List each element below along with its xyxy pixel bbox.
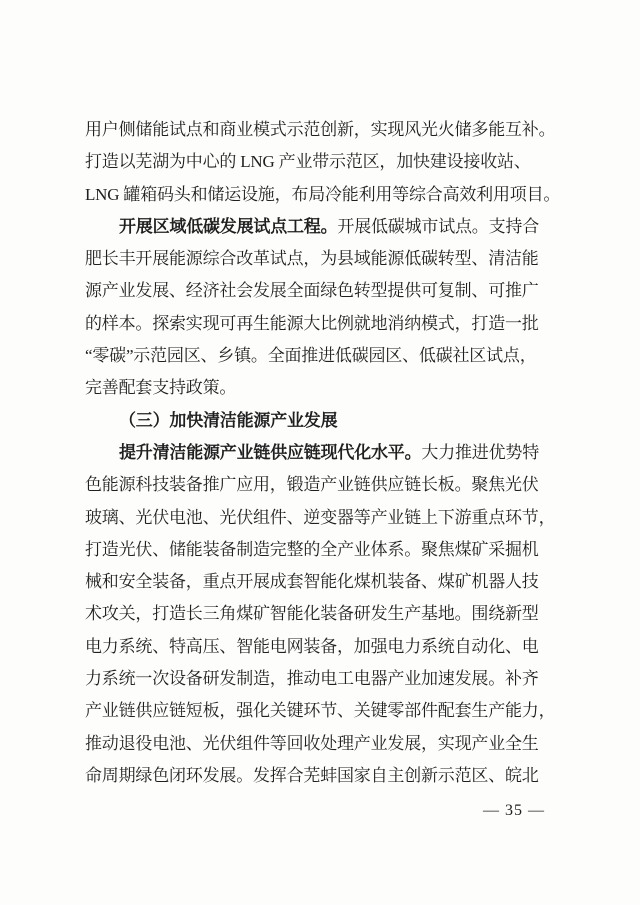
text-segment: 开展低碳城市试点。支持合 (337, 216, 540, 236)
page-number: — 35 — (483, 802, 545, 819)
document-text-block (85, 114, 575, 792)
text-segment: 电力系统、特高压、智能电网装备，加强电力系统自动化、电 (85, 636, 539, 656)
text-segment: 产业链供应链短板，强化关键环节、关键零部件配套生产能力， (85, 701, 556, 721)
text-segment: 大力推进优势特 (421, 442, 540, 462)
text-segment: 的样本。探索实现可再生能源大比例就地消纳模式，打造一批 (85, 313, 539, 333)
text-line (85, 275, 575, 307)
text-line (85, 631, 575, 663)
text-line (85, 372, 575, 404)
bold-text-segment: 开展区域低碳发展试点工程。 (119, 216, 338, 236)
text-line (85, 146, 575, 178)
text-line (85, 179, 575, 211)
text-segment: 色能源科技装备推广应用，锻造产业链供应链长板。聚焦光伏 (85, 475, 539, 495)
text-line (85, 340, 575, 372)
text-line (85, 534, 575, 566)
text-line (85, 114, 575, 146)
text-line (85, 695, 575, 727)
text-line (85, 469, 575, 501)
text-segment: 用户侧储能试点和商业模式示范创新，实现风光火储多能互补。 (85, 120, 556, 139)
text-line (85, 308, 575, 340)
text-segment: 械和安全装备，重点开展成套智能化煤机装备、煤矿机器人技 (85, 572, 539, 592)
text-segment: LNG 罐箱码头和储运设施，布局冷能利用等综合高效利用项目。 (85, 184, 561, 204)
text-line (85, 211, 575, 243)
bold-text-segment: 提升清洁能源产业链供应链现代化水平。 (119, 442, 422, 462)
text-segment: 打造以芜湖为中心的 LNG 产业带示范区，加快建设接收站、 (85, 152, 531, 172)
text-segment: “零碳”示范园区、乡镇。全面推进低碳园区、低碳社区试点， (85, 346, 537, 366)
text-segment: 术攻关，打造长三角煤矿智能化装备研发生产基地。围绕新型 (85, 604, 539, 624)
text-segment: 命周期绿色闭环发展。发挥合芜蚌国家自主创新示范区、皖北 (85, 765, 539, 785)
text-segment: 完善配套支持政策。 (85, 378, 237, 398)
text-segment: 玻璃、光伏电池、光伏组件、逆变器等产业链上下游重点环节， (85, 507, 556, 527)
text-line (85, 437, 575, 469)
text-segment: 源产业发展、经济社会发展全面绿色转型提供可复制、可推广 (85, 281, 539, 301)
text-segment: 打造光伏、储能装备制造完整的全产业体系。聚焦煤矿采掘机 (85, 539, 539, 559)
text-line (85, 566, 575, 598)
text-segment: 推动退役电池、光伏组件等回收处理产业发展，实现产业全生 (85, 733, 539, 753)
text-line (85, 502, 575, 534)
bold-text-segment: （三）加快清洁能源产业发展 (119, 410, 338, 430)
text-line (85, 728, 575, 760)
text-line (85, 243, 575, 275)
text-line (85, 405, 575, 437)
text-line (85, 663, 575, 695)
text-line (85, 760, 575, 792)
text-segment: 肥长丰开展能源综合改革试点，为县域能源低碳转型、清洁能 (85, 249, 539, 269)
text-line (85, 598, 575, 630)
text-segment: 力系统一次设备研发制造，推动电工电器产业加速发展。补齐 (85, 669, 539, 689)
